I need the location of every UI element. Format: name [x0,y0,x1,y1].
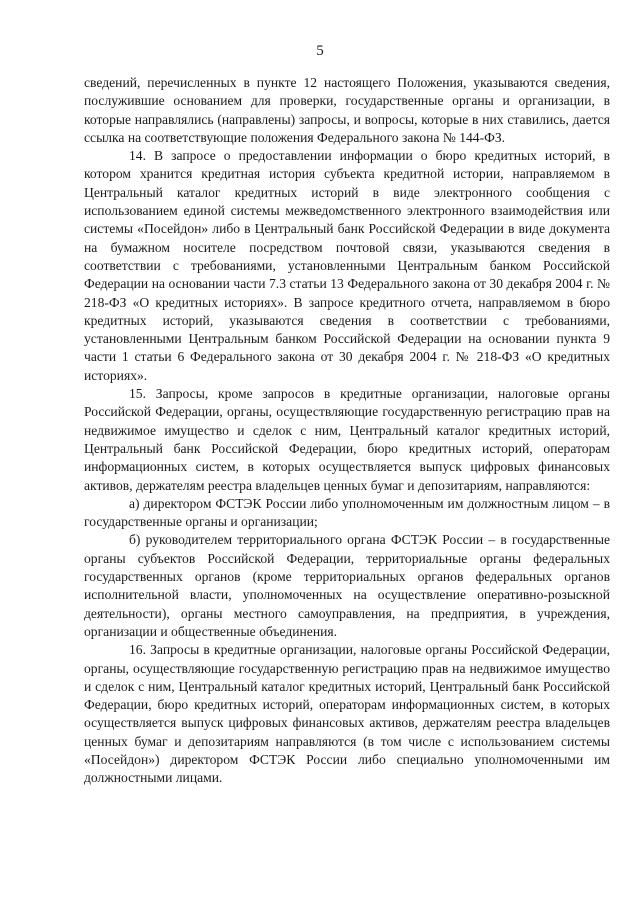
paragraph-15: 15. Запросы, кроме запросов в кредитные организации, налоговые органы Российской Федерации, органы, осуществляющие государственную регистрацию прав на недвижимое имущество и сделок с ним, Центральный каталог кредитных историй, Центральный банк Российской Федерации, бюро кредитных историй, операторам информационных систем, в которых осуществляется выпуск цифровых финансовых активов, держателям реестра владельцев ценных бумаг и депозитариям, направляются: [84,386,610,493]
paragraph-16: 16. Запросы в кредитные организации, налоговые органы Российской Федерации, органы, осуществляющие государственную регистрацию прав на недвижимое имущество и сделок с ним, Центральный каталог кредитных историй, Центральный банк Российской Федерации, бюро кредитных историй, операторам информационных систем, в которых осуществляется выпуск цифровых финансовых активов, держателям реестра владельцев ценных бумаг и депозитариям направляются (в том числе с использованием системы «Посейдон») директором ФСТЭК России либо специально уполномоченными им должностными лицами. [84,642,610,786]
paragraph-15-a: а) директором ФСТЭК России либо уполномоченным им должностным лицом – в государственные органы и организации; [84,495,610,530]
paragraph-continuation: сведений, перечисленных в пункте 12 настоящего Положения, указываются сведения, послужившие основанием для проверки, государственные органы и организации, в которые направлялись (направлены) запросы, и вопросы, которые в них ставились, дается ссылка на соответствующие положения Федерального закона № 144-ФЗ. [84,75,610,145]
page-number: 5 [316,43,324,59]
paragraph-14: 14. В запросе о предоставлении информации о бюро кредитных историй, в котором хранится кредитная история субъекта кредитной истории, направляемом в Центральный каталог кредитных историй в виде электронного сообщения с использованием единой системы межведомственного электронного взаимодействия или системы «Посейдон» либо в Центральный банк Российской Федерации в виде документа на бумажном носителе посредством почтовой связи, указываются сведения в соответствии с требованиями, установленными Центральным банком Российской Федерации на основании части 7.3 статьи 13 Федерального закона от 30 декабря 2004 г. № 218-ФЗ «О кредитных историях». В запросе кредитного отчета, направляемом в бюро кредитных историй, указываются сведения в соответствии с требованиями, установленными Центральным банком Российской Федерации на основании пункта 9 части 1 статьи 6 Федерального закона от 30 декабря 2004 г. № 218-ФЗ «О кредитных историях». [84,148,610,383]
paragraph-15-b: б) руководителем территориального органа ФСТЭК России – в государственные органы субъектов Российской Федерации, территориальные органы федеральных государственных органов (кроме территориальных органов федеральных органов исполнительной власти, уполномоченных на осуществление оперативно-розыскной деятельности), органы местного самоуправления, на предприятия, в учреждения, организации и общественные объединения. [84,532,610,639]
document-body [84,74,610,788]
